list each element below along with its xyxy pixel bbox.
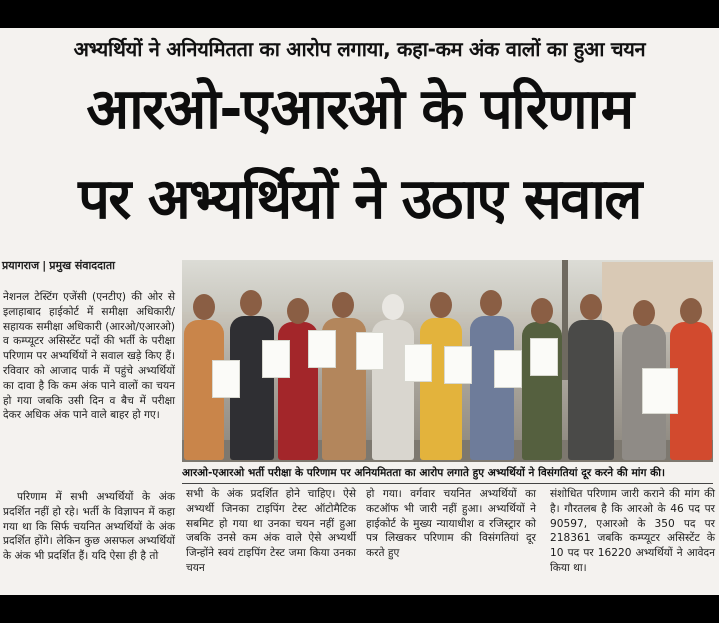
caption-divider [182,483,713,484]
byline [2,258,115,273]
photo-paper-sheet [262,340,290,378]
article-column-1 [3,490,175,564]
photo-paper-sheet [404,344,432,382]
photo-paper-sheet [494,350,522,388]
photo-caption: आरओ-एआरओ भर्ती परीक्षा के परिणाम पर अनियमितता का आरोप लगाते हुए अभ्यर्थियों ने विसंगतियां दूर करने की मांग की। [182,467,666,479]
photo-paper-sheet [530,338,558,376]
headline-line-1: आरओ-एआरओ के परिणाम [86,77,633,142]
photo-person-head [480,290,502,316]
newspaper-clipping [0,28,719,595]
kicker-line: अभ्यर्थियों ने अनियमितता का आरोप लगाया, कहा-कम अंक वालों का हुआ चयन [73,37,646,61]
article-column-4 [550,487,715,576]
byline-separator: | [42,259,47,272]
column-text: संशोधित परिणाम जारी कराने की मांग की है। गौरतलब है कि आरओ के 46 पद पर 90597, एआरओ के 350 पद पर 218361 जबकि कम्प्यूटर असिस्टेंट के 10 पद पर 16220 अभ्यर्थियों ने आवेदन किया था। [550,488,715,574]
byline-place: प्रयागराज [2,259,40,272]
column-text: हो गया। वर्गवार चयनित अभ्यर्थियों का कटऑफ भी जारी नहीं हुआ। अभ्यर्थियों ने हाईकोर्ट के मुख्य न्यायाधीश व रजिस्ट्रार को पत्र लिखकर परिणाम की विसंगतियां दूर करते हुए [366,488,536,560]
photo-person [420,318,462,460]
photo-person-head [580,294,602,320]
photo-person-head [680,298,702,324]
photo-person-head [382,294,404,320]
intro-text: नेशनल टेस्टिंग एजेंसी (एनटीए) की ओर से इलाहाबाद हाईकोर्ट में समीक्षा अधिकारी/सहायक समीक्षा अधिकारी (आरओ/एआरओ) व कम्प्यूटर असिस्टेंट पदों की भर्ती के परीक्षा परिणाम पर अभ्यर्थियों ने सवाल खड़े किए हैं। रविवार को आजाद पार्क में पहुंचे अभ्यर्थियों का दावा है कि कम अंक पाने वालों का चयन हो गया जबकि उसी दिन व बैच में परीक्षा देकर अधिक अंक पाने वाले बाहर हो गए। [3,291,175,422]
photo-person-head [430,292,452,318]
photo-paper-sheet [444,346,472,384]
headline-line-2: पर अभ्यर्थियों ने उठाए सवाल [78,167,641,232]
photo-person [568,320,614,460]
photo-person-head [531,298,553,324]
intro-column [3,290,175,423]
news-photo [182,260,713,462]
photo-person-head [287,298,309,324]
column-text: सभी के अंक प्रदर्शित होने चाहिए। ऐसे अभ्यर्थी जिनका टाइपिंग टेस्ट ऑटोमैटिक सबमिट हो गया था उनका चयन नहीं हुआ जबकि उनसे कम अंक वाले ऐसे अभ्यर्थी जिन्होंने स्वयं टाइपिंग टेस्ट जमा किया उनका चयन [186,488,356,574]
photo-person-head [193,294,215,320]
article-column-3 [366,487,536,561]
photo-paper-sheet [642,368,678,414]
photo-person-head [240,290,262,316]
photo-paper-sheet [308,330,336,368]
photo-paper-sheet [356,332,384,370]
photo-person-head [633,300,655,326]
photo-person-head [332,292,354,318]
photo-paper-sheet [212,360,240,398]
column-text: परिणाम में सभी अभ्यर्थियों के अंक प्रदर्शित नहीं हो रहे। भर्ती के विज्ञापन में कहा गया था कि सिर्फ चयनित अभ्यर्थियों के अंक प्रदर्शित होंगे। लेकिन कुछ असफल अभ्यर्थियों के अंक भी प्रदर्शित हैं। यदि ऐसा ही है तो [3,491,175,563]
byline-reporter: प्रमुख संवाददाता [49,259,115,272]
article-column-2 [186,487,356,576]
photo-person [470,316,514,460]
